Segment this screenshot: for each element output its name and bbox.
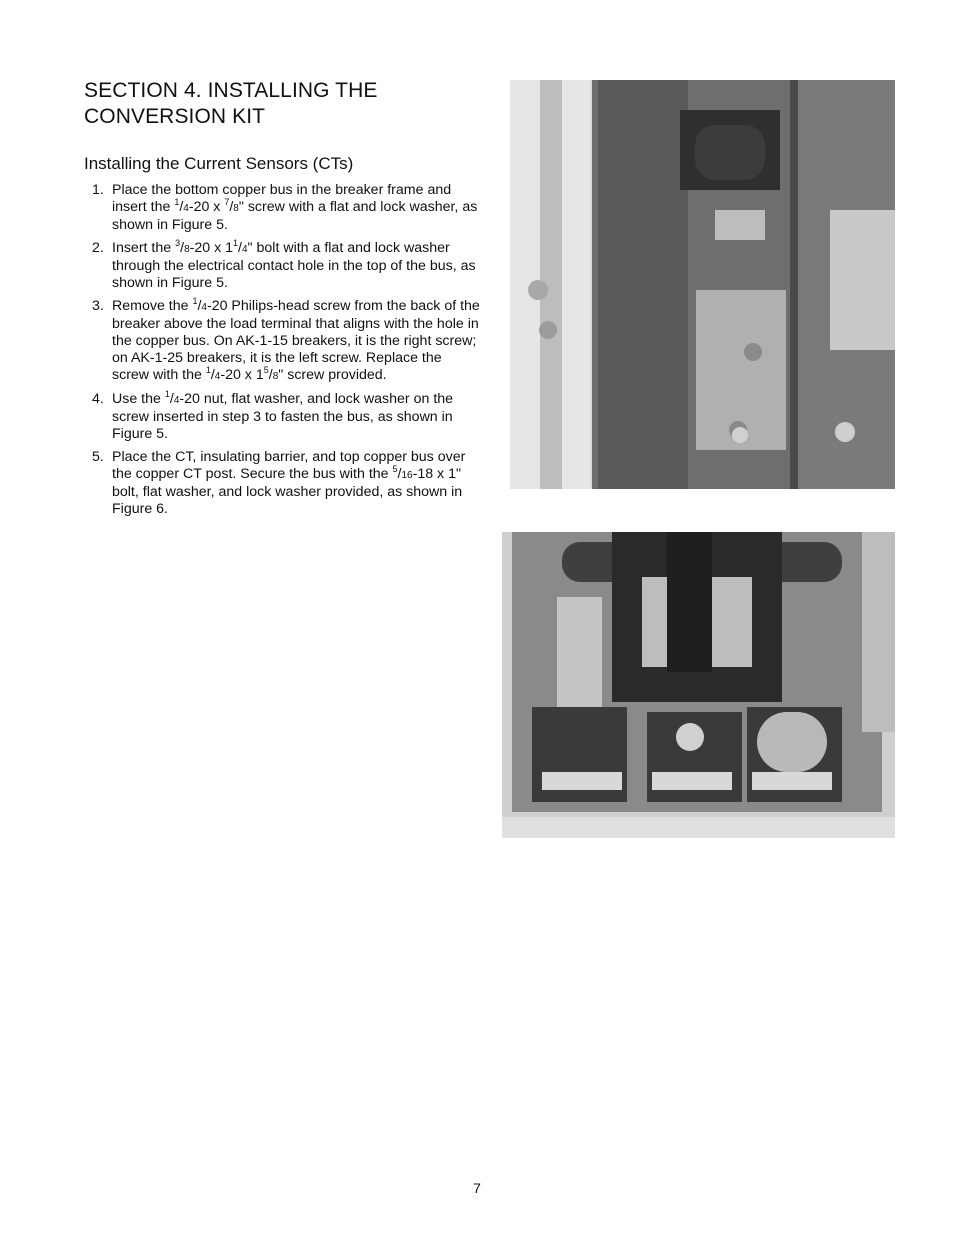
step-text-part: 1: [192, 296, 198, 306]
step-text-part: /: [268, 367, 273, 383]
step-text-part: 16: [401, 470, 413, 481]
step-text-part: -20 x 1: [189, 240, 233, 256]
step-text-part: /: [229, 199, 234, 215]
step-text-part: 4: [214, 371, 221, 382]
step-item: [92, 449, 482, 518]
step-text-part: -20 Philips-head screw from the back of the breaker above the load terminal that aligns with the hole in the copper bus. On AK-1-15 breakers, it is the right screw; on AK-1-25 breakers, it is the left screw. Replace the screw with the: [112, 298, 480, 383]
step-text-part: 4: [241, 244, 248, 255]
step-text-part: 4: [201, 302, 207, 313]
step-text: [112, 298, 480, 383]
step-text-part: " screw provided.: [278, 367, 387, 383]
step-text-part: Remove the: [112, 298, 193, 314]
step-text-part: 5: [263, 365, 269, 375]
installation-steps: [92, 182, 482, 524]
step-item: [92, 391, 482, 443]
step-text-part: 8: [233, 203, 239, 214]
step-number: 1.: [92, 182, 104, 198]
step-text-part: " bolt with a flat and lock washer through the electrical contact hole in the top of the bus, as shown in Figure 5.: [112, 240, 476, 291]
step-text-part: /: [169, 391, 174, 407]
step-text-part: Place the CT, insulating barrier, and top copper bus over the copper CT post. Secure the bus with the: [112, 449, 466, 482]
step-text-part: 4: [173, 395, 180, 406]
section-title: SECTION 4. INSTALLING THE CONVERSION KIT: [84, 79, 378, 128]
step-text-part: -20 x: [188, 199, 225, 215]
figure-5-photo: [510, 80, 895, 489]
step-text-part: Use the: [112, 391, 165, 407]
step-text: [112, 449, 465, 517]
step-text-part: /: [397, 466, 402, 482]
step-text-part: 8: [272, 371, 279, 382]
step-number: 2.: [92, 240, 104, 256]
step-text: [112, 182, 477, 233]
step-text-part: /: [197, 298, 202, 314]
step-text-part: 8: [184, 244, 190, 255]
step-text-part: -18 x 1" bolt, flat washer, and lock washer provided, as shown in Figure 6.: [112, 466, 463, 517]
step-item: [92, 298, 482, 385]
section-subtitle: Installing the Current Sensors (CTs): [84, 154, 354, 173]
step-number: 5.: [92, 449, 104, 465]
step-text-part: 7: [224, 197, 230, 207]
step-number: 3.: [92, 298, 104, 314]
step-text-part: /: [180, 240, 185, 256]
step-text-part: 1: [233, 238, 239, 248]
step-text-part: /: [238, 240, 242, 256]
step-text-part: 4: [183, 203, 189, 214]
step-text-part: /: [210, 367, 215, 383]
step-text-part: 1: [205, 365, 211, 375]
step-text: [112, 391, 453, 442]
step-text-part: Place the bottom copper bus in the breaker frame and insert the: [112, 182, 452, 215]
step-text-part: -20 nut, flat washer, and lock washer on the screw inserted in step 3 to fasten the bus, as shown in Figure 5.: [112, 391, 454, 442]
step-number: 4.: [92, 391, 104, 407]
step-text-part: 5: [392, 464, 398, 474]
figure-6-photo: [502, 532, 895, 838]
page-number: 7: [473, 1180, 481, 1196]
step-text-part: 1: [164, 389, 170, 399]
step-text: [112, 240, 476, 291]
step-text-part: /: [179, 199, 184, 215]
step-item: [92, 182, 482, 234]
step-text-part: 1: [174, 197, 180, 207]
step-text-part: -20 x 1: [220, 367, 264, 383]
step-text-part: Insert the: [112, 240, 176, 256]
step-text-part: 3: [175, 238, 181, 248]
step-item: [92, 240, 482, 292]
step-text-part: " screw with a flat and lock washer, as shown in Figure 5.: [112, 199, 478, 233]
